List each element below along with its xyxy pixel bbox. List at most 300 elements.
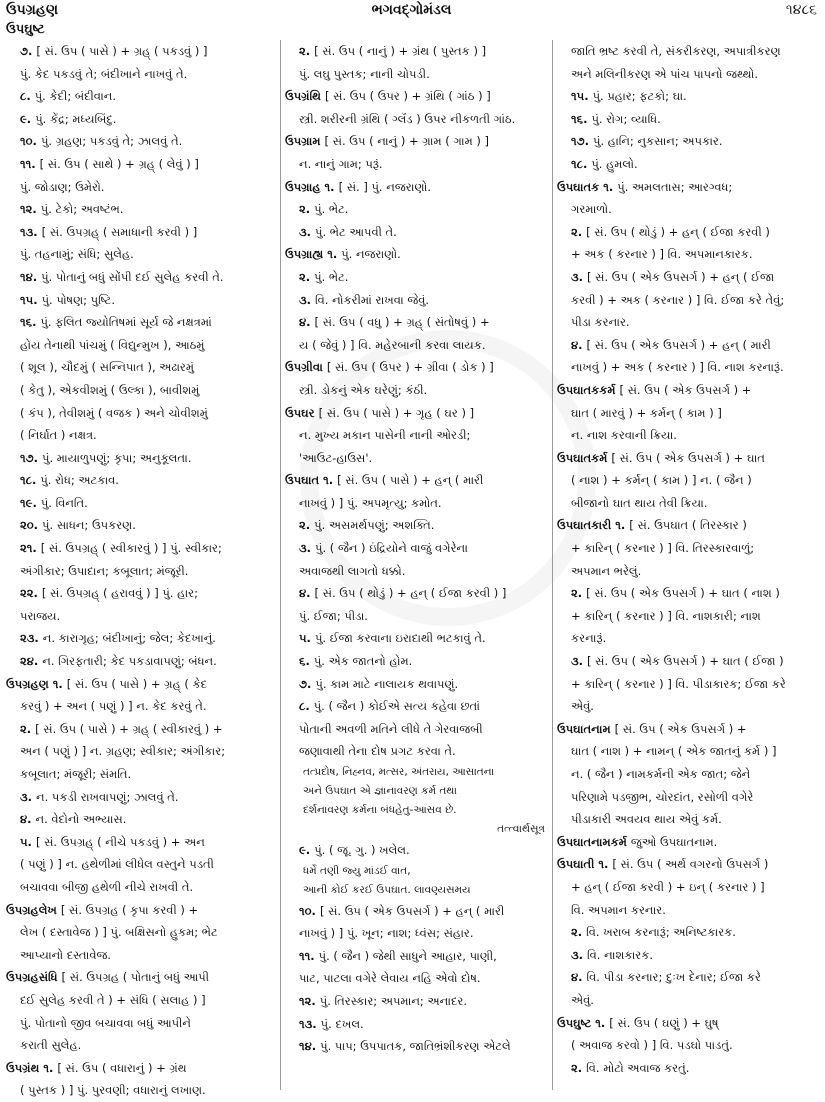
entry-headword-line	[285, 243, 551, 266]
sense-number: ૧૭.	[571, 134, 589, 149]
entry-headword-line	[285, 469, 551, 492]
entry-line	[557, 740, 823, 763]
entry-line	[6, 853, 272, 876]
entry-line	[285, 108, 551, 131]
headword: ઉપગ્રામ	[285, 134, 321, 149]
sense-number: ૫.	[20, 834, 32, 849]
definition-text: પું. ફલિત જ્યોતિષમાં સૂર્ય જે નક્ષત્રમાં	[40, 315, 212, 330]
entry-line	[285, 922, 551, 945]
entry-line	[557, 695, 823, 718]
sense-number: ૪.	[571, 970, 583, 985]
definition-text: ( કંપ ), તેવીશમું ( વજક ) અને ચોવીશમું	[20, 405, 208, 420]
entry-line	[6, 537, 272, 560]
entry-headword-line	[557, 718, 823, 741]
column-2	[280, 40, 551, 1090]
definition-text: અને ઉપઘાત એ જ્ઞાનાવરણ કર્મ તથા	[303, 785, 457, 797]
entry-line	[557, 243, 823, 266]
definition-text: પરાજય.	[20, 608, 61, 623]
entry-headword-line	[6, 899, 272, 922]
headword: ઉપગ્રહસંધિ	[6, 970, 58, 985]
entry-line	[6, 876, 272, 899]
definition-text: પું. ભેટ.	[314, 269, 349, 284]
entry-line	[6, 130, 272, 153]
entry-line	[557, 605, 823, 628]
sense-number: ૨૪.	[20, 654, 39, 669]
entry-line	[557, 650, 823, 673]
headword: ઉપઘર	[285, 405, 315, 420]
headword: ઉપઘાતક ૧.	[557, 179, 614, 194]
definition-text: ન. નાનું ગામ; પરૂં.	[299, 156, 383, 171]
headword: ઉપગ્રંથિ	[285, 89, 321, 104]
entry-line	[6, 808, 272, 831]
definition-text: નાખવું ) + અક ( કરનાર ) ] વિ. નાશ કરનારૂં.	[571, 360, 784, 375]
sense-number: ૨.	[299, 44, 311, 58]
entry-headword-line	[6, 966, 272, 989]
entry-line	[285, 560, 551, 583]
entry-line	[557, 1034, 823, 1057]
headword: ઉપઘાતકારી ૧.	[557, 518, 626, 533]
entry-line	[6, 40, 272, 63]
entry-headword-line	[285, 176, 551, 199]
sense-number: ૧૯.	[20, 495, 37, 510]
entry-line	[6, 627, 272, 650]
sense-number: ૩.	[299, 224, 312, 239]
entry-line	[6, 514, 272, 537]
sense-number: ૩.	[20, 789, 33, 804]
entry-headword-line	[557, 853, 823, 876]
sense-number: ૨.	[299, 518, 311, 533]
entry-line	[6, 718, 272, 741]
sense-number: ૧૧.	[20, 156, 36, 171]
definition-text: પું. વિનતિ.	[40, 495, 88, 510]
definition-text: [ સં. ઉપઘાત ( તિરસ્કાર )	[629, 518, 747, 533]
definition-text: + અક ( કરનાર ) ] વિ. અપમાનકારક.	[571, 247, 753, 262]
entry-line	[6, 786, 272, 809]
entry-line	[6, 266, 272, 289]
definition-text: નાખવું ) ] પું. અપમૃત્યુ; કમોત.	[299, 495, 442, 510]
definition-text: ( નિર્ઘાત ) નક્ષત્ર.	[20, 428, 97, 443]
entry-line	[285, 718, 551, 741]
definition-text: [ સં. ઉપ ( નાનું ) + ગ્રંથ ( પુસ્તક ) ]	[314, 44, 487, 58]
sense-number: ૪.	[299, 315, 311, 330]
entry-line	[285, 605, 551, 628]
sense-number: ૨.	[20, 721, 32, 736]
entry-line	[6, 424, 272, 447]
sense-number: ૧૮.	[571, 156, 588, 171]
entry-headword-line	[6, 673, 272, 696]
entry-line	[285, 650, 551, 673]
definition-text: [ સં. ઉપ ( થોડું ) + હન્ ( ઈજા કરવી ) ]	[314, 586, 507, 601]
definition-text: પું. અમલતાસ; આરગ્વધ;	[617, 179, 733, 194]
quotation-line	[285, 801, 551, 820]
definition-text: પું. ટેકો; અવષ્ટંભ.	[40, 202, 124, 217]
definition-text: એવું.	[571, 992, 594, 1007]
headword: ઉપગ્રંથ ૧.	[6, 1060, 54, 1075]
entry-line	[557, 876, 823, 899]
definition-text: તત્પ્રદોષ, નિહ્નવ, મત્સર, અંતરાય, આસાતના	[303, 766, 495, 778]
definition-text: [ સં. ઉપ ( થોડું ) + હન્ ( ઈજા કરવી )	[586, 224, 770, 239]
entry-headword-line	[557, 1012, 823, 1035]
entry-line	[285, 740, 551, 763]
entry-line	[557, 1057, 823, 1080]
headword: ઉપઘાતનામ	[557, 721, 611, 736]
sense-number: ૧૬.	[20, 315, 37, 330]
definition-text: વિ. નોકરીમાં રાખવા જેવું.	[315, 292, 430, 307]
definition-text: [ સં. ઉપ ( એક ઉપસર્ગ ) + ઘાત ( ઈજા )	[587, 654, 784, 669]
definition-text: ( પુસ્તક ) ] પું. પુરવણી; વધારાનું લખાણ.	[20, 1083, 206, 1098]
entry-headword-line	[285, 85, 551, 108]
definition-text: નાખવું ) ] પું. ખૂન; નાશ; ધ્વંસ; સંહાર.	[299, 926, 474, 941]
definition-text: ( નાશ ) + કર્મન્ ( કામ ) ] ન. ( જૈન )	[571, 473, 752, 488]
definition-text: અપમાન ભરેલું.	[571, 563, 642, 578]
entry-line	[6, 1034, 272, 1057]
entry-line	[285, 967, 551, 990]
entry-line	[6, 944, 272, 967]
entry-line	[557, 582, 823, 605]
definition-text: પું. પાપ; ઉપપાતક, જાતિભ્રંશીકરણ એટલે	[320, 1039, 511, 1054]
definition-text: [ સં. ઉપગ્રહ ( પોતાનું બધું આપી	[61, 970, 210, 985]
entry-line	[557, 153, 823, 176]
definition-text: તત્ત્વાર્થસૂત્ર	[497, 823, 545, 835]
page-number: ૧૪૮૬	[785, 2, 817, 18]
definition-text: [ સં. ઉપ ( એક ઉપસર્ગ ) + હન્ ( મારી	[319, 903, 505, 918]
definition-text: પું. ભેટ.	[314, 202, 349, 217]
entry-line	[557, 560, 823, 583]
entry-line	[6, 334, 272, 357]
entry-line	[285, 266, 551, 289]
definition-text: પીડા કરનાર.	[571, 315, 630, 330]
definition-text: દર્શનાવરણ કર્મના બંધહેતુ-આસવ છે.	[303, 804, 457, 816]
headword: ઉપઘાતકર્મ	[557, 450, 608, 465]
entry-line	[285, 695, 551, 718]
sense-number: ૯.	[20, 111, 32, 126]
entry-line	[557, 40, 823, 63]
entry-line	[285, 1013, 551, 1036]
sense-number: ૪.	[571, 337, 583, 352]
headword: ઉપઘુષ્ટ ૧.	[557, 1015, 606, 1030]
entry-line	[6, 356, 272, 379]
entry-line	[557, 673, 823, 696]
entry-line	[557, 989, 823, 1012]
entry-line	[6, 492, 272, 515]
definition-text: અવાજથી લાગતો ધક્કો.	[299, 563, 406, 578]
definition-text: પીડાકારી અવયવ થાય એવું કર્મ.	[571, 812, 722, 827]
sense-number: ૨૩.	[20, 631, 39, 646]
definition-text: પું. ( જૈન ) કોઈએ સત્ય કહેવા છતાં	[313, 699, 480, 714]
entry-line	[6, 402, 272, 425]
entry-line	[557, 627, 823, 650]
sense-number: ૧૧.	[299, 948, 315, 963]
definition-text: પું. ઈજા; પીડા.	[299, 608, 368, 623]
definition-text: [ સં. ઉપ ( વધુ ) + ગ્રહ્ ( સંતોષવું ) +	[314, 315, 490, 330]
definition-text: [ સં. ઉપ ( પાસે ) + ગૃહ ( ઘર ) ]	[318, 405, 475, 420]
definition-text: પું. નજરાણો.	[341, 247, 401, 262]
entry-line	[557, 198, 823, 221]
entry-line	[6, 1079, 272, 1102]
sense-number: ૧૫.	[571, 89, 589, 104]
entry-line	[6, 221, 272, 244]
entry-line	[6, 289, 272, 312]
definition-text: ( પણું ) ] ન. હથેળીમાં લીધેલ વસ્તુને પડતી	[20, 857, 214, 872]
entry-line	[285, 900, 551, 923]
headword: ઉપઘાતી ૧.	[557, 857, 609, 872]
running-head-last-word: ઉપઘુષ્ટ	[6, 22, 45, 37]
definition-text: કરવી ) + અક ( કરનાર ) ] વિ. ઈજા કરે તેવું;	[571, 292, 785, 307]
sense-number: ૧૪.	[20, 269, 38, 284]
entry-line	[285, 990, 551, 1013]
sense-number: ૨.	[571, 1060, 583, 1075]
definition-text: [ સં. ઉપ ( નાનું ) + ગ્રામ ( ગામ ) ]	[324, 134, 490, 149]
definition-text: પાટ, પાટલા વગેરે લેવાય નહિ એવો દોષ.	[299, 971, 481, 986]
definition-text: પું. પોતાનો જીવ બચાવવા બધું આપીને	[20, 1015, 191, 1030]
entry-line	[6, 560, 272, 583]
quotation-line	[285, 782, 551, 801]
sense-number: ૨.	[571, 925, 583, 940]
entry-line	[285, 492, 551, 515]
entry-line	[557, 899, 823, 922]
definition-text: [ સં. ઉપ ( પાસે ) + ગ્રહ્ ( પકડવું ) ]	[36, 44, 208, 58]
definition-text: પું. અસમર્થપણું; અશક્તિ.	[314, 518, 435, 533]
entry-headword-line	[557, 447, 823, 470]
entry-line	[557, 289, 823, 312]
definition-text: કબૂલાત; મંજૂરી; સંમતિ.	[20, 767, 132, 781]
entry-line	[6, 63, 272, 86]
entry-line	[6, 379, 272, 402]
entry-line	[557, 266, 823, 289]
definition-text: ધર્મે તણી જ્યુ માંડઈ વાત,	[303, 864, 411, 877]
entry-headword-line	[285, 402, 551, 425]
definition-text: પું. કામ માટે નાલાયક થવાપણું.	[315, 676, 459, 691]
definition-text: [ સં. ઉપ ( એક ઉપસર્ગ ) +	[619, 382, 752, 397]
definition-text: [ સં. ઉપ ( ઉપર ) + ગ્રંથિ ( ગાંઠ ) ]	[324, 89, 491, 104]
entry-line	[6, 311, 272, 334]
definition-text: કરાતી સુલેહ.	[20, 1038, 82, 1053]
sense-number: ૮.	[20, 89, 31, 104]
definition-text: [ સં. ઉપ ( પાસે ) + ગ્રહ્ ( સ્વીકારવું ) +	[35, 721, 223, 736]
entry-line	[6, 108, 272, 131]
entry-line	[557, 786, 823, 809]
entry-line	[6, 740, 272, 763]
entry-line	[557, 63, 823, 86]
definition-text: પું. કેદી; બંદીવાન.	[34, 89, 117, 104]
definition-text: પું. રોધ; અટકાવ.	[40, 473, 119, 488]
definition-text: બચાવવા બીજી હથેળી નીચે રાખવી તે.	[20, 879, 194, 894]
entry-line	[557, 311, 823, 334]
entry-line	[557, 85, 823, 108]
definition-text: લેખ ( દસ્તાવેજ ) ] પું. બક્ષિસનો હુકમ; ભેટ	[20, 925, 218, 940]
definition-text: પું. ભેટ આપવી તે.	[315, 224, 397, 239]
definition-text: પું. પ્રહાર; ફટકો; ઘા.	[592, 89, 687, 104]
definition-text: ન. ( જૈન ) નામકર્મની એક જાત; જેને	[571, 767, 751, 781]
entry-line	[6, 989, 272, 1012]
definition-text: પું. રોગ; વ્યાધિ.	[591, 111, 661, 126]
sense-number: ૧૪.	[299, 1039, 317, 1054]
definition-text: ન. મુખ્ય મકાન પાસેની નાની ઓરડી;	[299, 428, 471, 443]
entry-line	[6, 650, 272, 673]
definition-text: 'આઉટ-હાઉસ'.	[299, 450, 373, 465]
entry-line	[285, 198, 551, 221]
definition-text: ન. ગિરફતારી; કેદ પકડાવાપણું; બંધન.	[42, 654, 217, 669]
entry-line	[285, 839, 551, 862]
definition-text: પું. ( જૈન ) ઇંદ્રિયોને વાજું વગેરેના	[315, 541, 468, 556]
definition-text: પું. પોષણ; પુષ્ટિ.	[41, 292, 115, 307]
entry-line	[285, 221, 551, 244]
definition-text: વિ. મોટો અવાજ કરતું.	[586, 1060, 690, 1075]
entry-headword-line	[6, 1057, 272, 1080]
definition-text: પું. લઘુ પુસ્તક; નાની ચોપડી.	[299, 66, 430, 81]
sense-number: ૧૨.	[299, 993, 316, 1008]
entry-line	[557, 334, 823, 357]
entry-line	[557, 108, 823, 131]
definition-text: [ સં. ઉપગ્રહ્ ( સમાધાની કરવી ) ]	[41, 224, 198, 239]
definition-text: ય ( જેવું ) ] વિ. મહેરબાની કરવા લાયક.	[299, 337, 486, 352]
sense-number: ૩.	[571, 269, 584, 284]
entry-line	[6, 243, 272, 266]
sense-number: ૭.	[299, 676, 312, 691]
headword: ઉપગ્રાહ ૧.	[285, 179, 335, 194]
definition-text: કરવું ) + અન ( પણું ) ] ન. કેદ કરવું તે.	[20, 699, 207, 714]
headword: ઉપઘાતકકર્મ	[557, 382, 616, 397]
sense-number: ૨.	[571, 586, 583, 601]
entry-line	[6, 176, 272, 199]
sense-number: ૧૮.	[20, 473, 37, 488]
definition-text: એવું.	[571, 699, 594, 714]
definition-text: પું. એક જાતનો હોમ.	[313, 654, 413, 669]
headword: ઉપઘાત ૧.	[285, 473, 334, 488]
definition-text: પું. જોડાણ; ઉમેરો.	[20, 179, 105, 194]
entry-headword-line	[285, 130, 551, 153]
sense-number: ૬.	[299, 654, 310, 669]
entry-line	[285, 1035, 551, 1058]
sense-number: ૧૩.	[299, 1016, 317, 1031]
definition-text: અંગીકાર; ઉપાદાન; કબૂલાત; મંજૂરી.	[20, 563, 189, 578]
definition-text: [ સં. ઉપ ( ઉપર ) + ગ્રીવા ( ડોક ) ]	[326, 360, 494, 375]
definition-text: [ સં. ઉપ ( પાસે ) + હન્ ( મારી	[337, 473, 484, 488]
entry-line	[557, 424, 823, 447]
sense-number: ૫.	[299, 631, 311, 646]
definition-text: [ સં. ઉપગ્રહ્ ( નીચે પકડવું ) + અન	[35, 834, 205, 849]
definition-text: [ સં. ઉપગ્રહ્ ( હરાવવું ) ] પું. હાર;	[41, 586, 198, 601]
definition-text: ( અવાજ કરવો ) ] વિ. પડઘો પાડતું.	[571, 1038, 733, 1053]
quotation-line	[285, 881, 551, 900]
sense-number: ૭.	[20, 44, 33, 58]
definition-text: [ સં. ઉપ ( એક ઉપસર્ગ ) + હન્ ( મારી	[586, 337, 771, 352]
definition-text: [ સં. ઉપ ( વધારાનું ) + ગ્રંથ	[57, 1060, 187, 1075]
entry-headword-line	[557, 831, 823, 854]
entry-headword-line	[557, 514, 823, 537]
entry-line	[557, 921, 823, 944]
column-3	[552, 40, 823, 1090]
entry-line	[557, 537, 823, 560]
headword: ઉપગ્રાહ્ય ૧.	[285, 247, 338, 262]
page-header	[6, 2, 817, 22]
entry-line	[285, 945, 551, 968]
definition-text: કરનારૂં.	[571, 631, 607, 646]
sense-number: ૩.	[571, 947, 584, 962]
entry-line	[285, 311, 551, 334]
sense-number: ૧૫.	[20, 292, 38, 307]
definition-text: [ સં. ઉપ ( એક ઉપસર્ગ ) +	[614, 721, 747, 736]
definition-text: આપ્યાનો દસ્તાવેજ.	[20, 947, 112, 962]
sense-number: ૨.	[571, 224, 583, 239]
definition-text: પું. હાનિ; નુકસાન; અપકાર.	[593, 134, 723, 149]
definition-text: પું. હુમલો.	[591, 156, 638, 171]
definition-text: + કારિન્ ( કરનાર ) ] વિ. નાશકારી; નાશ	[571, 608, 761, 623]
sense-number: ૧૭.	[20, 450, 38, 465]
entry-headword-line	[557, 176, 823, 199]
definition-text: પરિણામે પડજીભ, ચોરદાંત, રસોળી વગેરે	[571, 789, 754, 804]
entry-line	[285, 627, 551, 650]
definition-text: પું. ગ્રહણ; પકડવું તે; ઝાલવું તે.	[40, 134, 183, 149]
entry-line	[557, 966, 823, 989]
entry-line	[557, 402, 823, 425]
entry-line	[557, 356, 823, 379]
entry-line	[285, 582, 551, 605]
definition-text: [ સં. ઉપ ( સાથે ) + ગ્રહ્ ( લેવું ) ]	[39, 156, 199, 171]
definition-text: [ સં. ઉપગ્રહ ( કૃપા કરવી ) +	[60, 902, 199, 917]
definition-text: પું. દખલ.	[320, 1016, 364, 1031]
entry-line	[6, 198, 272, 221]
definition-text: [ સં. ઉપ ( અર્થ વગરનો ઉપસર્ગ )	[612, 857, 769, 872]
definition-text: બીજાનો ઘાત થાય તેવી ક્રિયા.	[571, 495, 708, 510]
definition-text: પું. ( જૈન ) જેથી સાધુને આહાર, પાણી,	[318, 948, 497, 963]
quotation-line	[285, 862, 551, 881]
definition-text: પોતાની અવળી મતિને લીધે તે ગેરવાજબી	[299, 721, 483, 736]
headword: ઉપગ્રહણ ૧.	[6, 676, 63, 691]
sense-number: ૧૨.	[20, 202, 37, 217]
sense-number: ૮.	[299, 699, 310, 714]
entry-line	[6, 582, 272, 605]
definition-text: ન. વેદોનો અભ્યાસ.	[35, 812, 127, 827]
definition-text: પું. માયાળુપણું; કૃપા; અનુકૂલતા.	[42, 450, 192, 465]
sense-number: ૧૦.	[299, 903, 316, 918]
definition-text: પું. સાધન; ઉપકરણ.	[42, 518, 136, 533]
column-1	[6, 40, 272, 1098]
definition-text: આની કોઈ કરઈ ઉપઘાત. લાવણ્યસમય	[303, 883, 471, 896]
entry-line	[6, 85, 272, 108]
definition-text: સ્ત્રી. ડોકનું એક ઘરેણું; કંઠી.	[299, 382, 428, 397]
definition-text: ઘાત ( મારવું ) + કર્મન્ ( કામ ) ]	[571, 405, 722, 420]
sense-number: ૨૦.	[20, 518, 39, 533]
definition-text: હોય તેનાથી પાંચમું ( વિદ્યુન્મુખ ), આઠમું	[20, 337, 205, 352]
sense-number: ૨૨.	[20, 586, 38, 601]
sense-number: ૩.	[299, 292, 312, 307]
sense-number: ૨૧.	[20, 541, 37, 556]
definition-text: જાતિ ભ્રષ્ટ કરવી તે, સંકરીકરણ, અપાત્રીકરણ	[571, 44, 781, 58]
entry-line	[557, 469, 823, 492]
definition-text: વિ. અપમાન કરનાર.	[571, 902, 666, 917]
definition-text: પું. ( જૂ. ગુ. ) ખલેલ.	[314, 843, 410, 857]
entry-line	[285, 289, 551, 312]
sense-number: ૧૩.	[20, 224, 38, 239]
entry-line	[285, 537, 551, 560]
entry-line	[6, 831, 272, 854]
definition-text: [ સં. ઉપ ( એક ઉપસર્ગ ) + ઘાત ( નાશ )	[586, 586, 780, 601]
definition-text: ( કેતુ ), એકવીશમું ( ઉલ્કા ), બાવીશમું	[20, 382, 200, 397]
entry-line	[285, 63, 551, 86]
definition-text: [ સં. ] પું. નજરાણો.	[338, 179, 432, 194]
sense-number: ૧૦.	[20, 134, 37, 149]
sense-number: ૩.	[571, 654, 584, 669]
entry-headword-line	[557, 379, 823, 402]
definition-text: સ્ત્રી. શરીરની ગ્રંથિ ( ગ્લૅંડ ) ઉપર નીકળતી ગાંઠ.	[299, 111, 516, 126]
sense-number: ૯.	[299, 843, 311, 857]
entry-line	[557, 221, 823, 244]
entry-line	[285, 447, 551, 470]
definition-text: ગરમાળો.	[571, 202, 612, 217]
quotation-line	[285, 763, 551, 782]
definition-text: પું. તિરસ્કાર; અપમાન; અનાદર.	[319, 993, 467, 1008]
